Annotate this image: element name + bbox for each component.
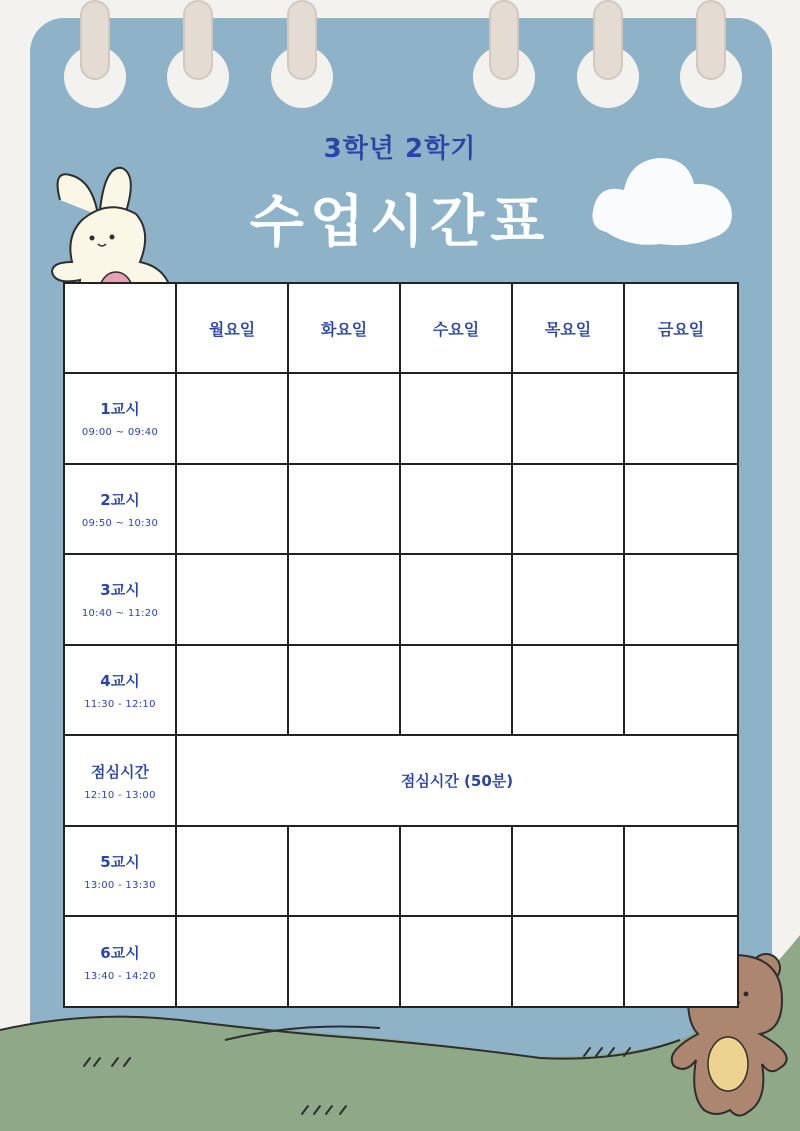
table-row xyxy=(64,373,738,464)
period-cell xyxy=(64,645,176,736)
schedule-cell[interactable] xyxy=(288,554,400,645)
table-row xyxy=(64,645,738,736)
schedule-cell[interactable] xyxy=(512,373,624,464)
period-time: 13:40 - 14:20 xyxy=(84,970,156,982)
schedule-cell[interactable] xyxy=(176,916,288,1007)
lunch-row xyxy=(64,735,738,826)
period-name: 1교시 xyxy=(100,400,140,419)
schedule-cell[interactable] xyxy=(512,554,624,645)
period-cell xyxy=(64,554,176,645)
period-cell xyxy=(64,735,176,826)
period-time: 11:30 - 12:10 xyxy=(84,698,156,710)
schedule-cell[interactable] xyxy=(400,826,512,917)
table-header-row xyxy=(64,283,738,373)
schedule-cell[interactable] xyxy=(400,645,512,736)
schedule-cell[interactable] xyxy=(400,464,512,555)
schedule-cell[interactable] xyxy=(624,826,738,917)
subtitle: 3학년 2학기 xyxy=(323,134,477,164)
schedule-cell[interactable] xyxy=(512,464,624,555)
day-header: 수요일 xyxy=(400,283,512,373)
schedule-cell[interactable] xyxy=(288,645,400,736)
schedule-cell[interactable] xyxy=(176,826,288,917)
period-time: 12:10 - 13:00 xyxy=(84,789,156,801)
lunch-cell: 점심시간 (50분) xyxy=(176,735,738,826)
period-time: 09:50 ~ 10:30 xyxy=(81,517,159,529)
schedule-cell[interactable] xyxy=(288,826,400,917)
schedule-cell[interactable] xyxy=(624,916,738,1007)
schedule-cell[interactable] xyxy=(512,645,624,736)
period-cell xyxy=(64,464,176,555)
period-cell xyxy=(64,916,176,1007)
period-name: 5교시 xyxy=(100,853,140,872)
schedule-cell[interactable] xyxy=(624,554,738,645)
schedule-cell[interactable] xyxy=(176,554,288,645)
day-header: 화요일 xyxy=(288,283,400,373)
table-row xyxy=(64,916,738,1007)
schedule-cell[interactable] xyxy=(400,554,512,645)
schedule-cell[interactable] xyxy=(624,464,738,555)
day-header: 목요일 xyxy=(512,283,624,373)
period-name: 2교시 xyxy=(100,490,140,509)
schedule-cell[interactable] xyxy=(624,373,738,464)
schedule-cell[interactable] xyxy=(176,373,288,464)
day-header: 월요일 xyxy=(176,283,288,373)
corner-cell xyxy=(64,283,176,373)
period-name: 점심시간 xyxy=(91,762,149,781)
schedule-cell[interactable] xyxy=(288,373,400,464)
timetable xyxy=(63,282,739,1008)
page-title: 수업시간표 xyxy=(249,190,551,255)
table-row xyxy=(64,826,738,917)
period-name: 6교시 xyxy=(100,943,140,962)
table-row xyxy=(64,554,738,645)
schedule-cell[interactable] xyxy=(176,645,288,736)
schedule-cell[interactable] xyxy=(512,826,624,917)
schedule-cell[interactable] xyxy=(400,916,512,1007)
period-cell xyxy=(64,373,176,464)
schedule-cell[interactable] xyxy=(288,916,400,1007)
period-name: 3교시 xyxy=(100,581,140,600)
schedule-cell[interactable] xyxy=(176,464,288,555)
table-row xyxy=(64,464,738,555)
period-cell xyxy=(64,826,176,917)
period-time: 13:00 - 13:30 xyxy=(84,880,156,892)
schedule-cell[interactable] xyxy=(512,916,624,1007)
schedule-cell[interactable] xyxy=(624,645,738,736)
period-time: 09:00 ~ 09:40 xyxy=(81,427,159,439)
day-header: 금요일 xyxy=(624,283,738,373)
schedule-cell[interactable] xyxy=(288,464,400,555)
period-name: 4교시 xyxy=(100,671,140,690)
schedule-cell[interactable] xyxy=(400,373,512,464)
period-time: 10:40 ~ 11:20 xyxy=(81,608,159,620)
